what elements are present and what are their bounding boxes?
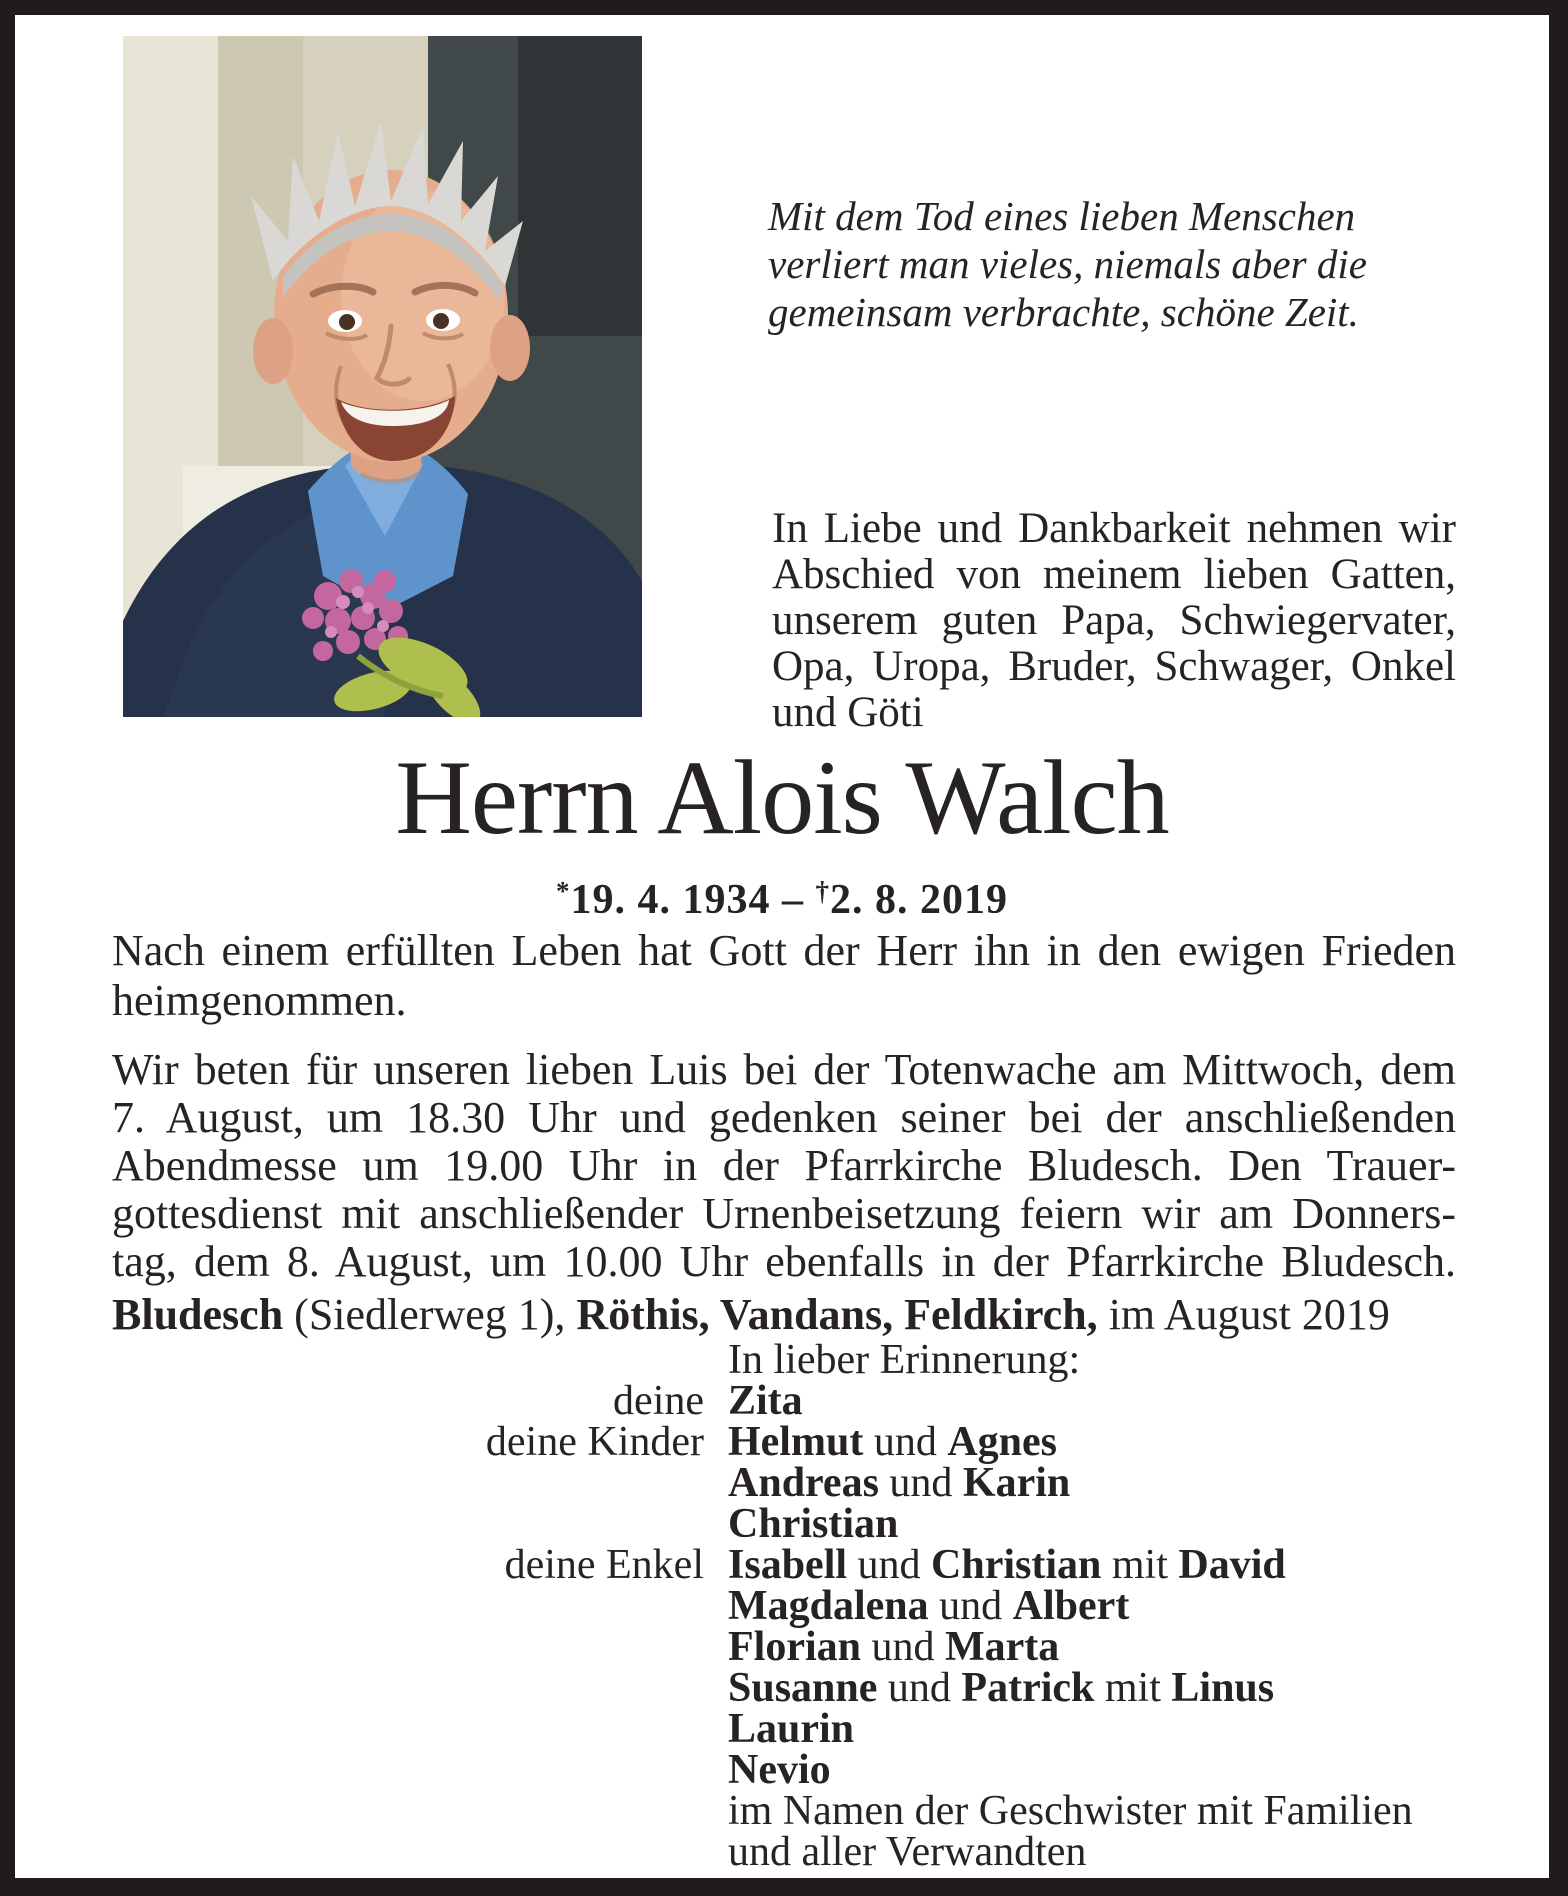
- mourners-row: [380, 1665, 1413, 1711]
- mourners-row-names: [728, 1419, 1057, 1465]
- mourners-row-label: [380, 1463, 728, 1504]
- mourner-name-segment: Albert: [1012, 1583, 1130, 1629]
- mourner-name-segment: Nevio: [728, 1747, 831, 1793]
- mourner-name-segment: Magdalena: [728, 1583, 929, 1629]
- service-details-paragraph: [112, 1046, 1456, 1286]
- intro-line: Opa, Uropa, Bruder, Schwager, Onkel: [772, 643, 1456, 690]
- date-separator: –: [770, 877, 816, 923]
- mourner-name-segment: Helmut: [728, 1419, 864, 1465]
- mourner-name-segment: Marta: [945, 1624, 1060, 1670]
- mourners-row-label: deine Enkel: [504, 1542, 704, 1588]
- memorial-quote: [768, 192, 1408, 336]
- mourners-row-names: [728, 1829, 1087, 1875]
- mourners-row-label: deine Kinder: [485, 1419, 704, 1465]
- places-date-segment: im August 2019: [1097, 1290, 1390, 1339]
- places-date-segment: (Siedlerweg 1),: [283, 1290, 577, 1339]
- mourner-name-segment: Christian: [931, 1542, 1102, 1588]
- places-date-segment: Röthis, Vandans, Feldkirch,: [576, 1290, 1098, 1339]
- mourners-row: [380, 1583, 1413, 1629]
- death-cross-symbol: †: [815, 876, 830, 906]
- mourners-row-label: [380, 1668, 728, 1709]
- mourner-name-segment: und: [863, 1419, 948, 1465]
- birth-star-symbol: *: [556, 876, 571, 906]
- mourner-name-segment: und: [877, 1665, 962, 1711]
- mourners-row-label: [380, 1340, 728, 1381]
- mourners-row-names: [728, 1706, 855, 1752]
- mourner-name-segment: Florian: [728, 1624, 861, 1670]
- mourners-row-names: [728, 1583, 1130, 1629]
- mourners-row-names: [728, 1624, 1060, 1670]
- paragraph-line: Abendmesse um 19.00 Uhr in der Pfarrkirche Bludesch. Den Trauer-: [112, 1141, 1456, 1190]
- birth-date: 19. 4. 1934: [570, 877, 771, 923]
- mourner-name-segment: im Namen der Geschwister mit Familien: [728, 1788, 1413, 1834]
- places-date-segment: Bludesch: [112, 1290, 284, 1339]
- mourner-name-segment: Linus: [1171, 1665, 1275, 1711]
- mourners-row-label: [380, 1791, 728, 1832]
- paragraph-line: gottesdienst mit anschließender Urnenbeisetzung feiern wir am Donners-: [112, 1189, 1456, 1238]
- mourners-list-header: [728, 1337, 1081, 1383]
- mourner-name-segment: David: [1178, 1542, 1286, 1588]
- mourners-row: [380, 1747, 1413, 1793]
- mourner-name-segment: Susanne: [728, 1665, 878, 1711]
- mourner-name-segment: und: [861, 1624, 945, 1670]
- mourners-row: [380, 1460, 1413, 1506]
- mourners-row-names: [728, 1501, 899, 1547]
- mourners-row: [380, 1419, 1413, 1465]
- paragraph-line: tag, dem 8. August, um 10.00 Uhr ebenfalls in der Pfarrkirche Bludesch.: [112, 1237, 1456, 1286]
- mourner-name-segment: Andreas: [728, 1460, 879, 1506]
- mourner-name-segment: und aller Verwandten: [728, 1829, 1087, 1875]
- mourner-name-segment: und: [847, 1542, 932, 1588]
- mourners-row-label: [380, 1504, 728, 1545]
- mourners-row-label: [380, 1709, 728, 1750]
- quote-line: verliert man vieles, niemals aber die: [768, 241, 1367, 287]
- mourner-name-segment: Isabell: [728, 1542, 848, 1588]
- death-date: 2. 8. 2019: [830, 877, 1008, 923]
- mourners-row-label: [380, 1832, 728, 1873]
- mourners-row: [380, 1542, 1413, 1588]
- mourners-list: [380, 1337, 1413, 1875]
- mourners-row-label: [380, 1627, 728, 1668]
- mourners-row-names: [728, 1788, 1413, 1834]
- quote-line: gemeinsam verbrachte, schöne Zeit.: [768, 289, 1359, 335]
- obituary-paragraph: [112, 926, 1456, 1026]
- mourners-row: [380, 1706, 1413, 1752]
- mourners-row-label: [380, 1586, 728, 1627]
- mourner-name-segment: mit: [1101, 1542, 1179, 1588]
- mourners-row: [380, 1788, 1413, 1834]
- mourner-name-segment: Zita: [728, 1378, 803, 1424]
- portrait-photo: [123, 36, 642, 717]
- mourner-name-segment: und: [878, 1460, 963, 1506]
- intro-line: Abschied von meinem lieben Gatten,: [772, 551, 1456, 598]
- paragraph-line: 7. August, um 18.30 Uhr und gedenken seiner bei der anschließenden: [112, 1093, 1456, 1142]
- paragraph-line: Wir beten für unseren lieben Luis bei der Totenwache am Mittwoch, dem: [112, 1045, 1456, 1094]
- mourner-name-segment: Laurin: [728, 1706, 855, 1752]
- mourners-row: [380, 1378, 1413, 1424]
- mourners-row: [380, 1624, 1413, 1670]
- paragraph-line: Nach einem erfüllten Leben hat Gott der Herr ihn in den ewigen Frieden: [112, 926, 1456, 975]
- mourners-row-label: deine: [613, 1378, 704, 1424]
- life-dates: [15, 876, 1549, 924]
- deceased-name: Herrn Alois Walch: [395, 739, 1169, 856]
- mourners-row-label: [380, 1750, 728, 1791]
- farewell-intro-text: [772, 506, 1456, 736]
- mourner-name-segment: und: [928, 1583, 1013, 1629]
- intro-line: In Liebe und Dankbarkeit nehmen wir: [772, 505, 1456, 552]
- mourner-name-segment: Christian: [728, 1501, 899, 1547]
- mourner-name-segment: In lieber Erinnerung:: [728, 1337, 1081, 1383]
- intro-line: unserem guten Papa, Schwiegervater,: [772, 597, 1456, 644]
- places-date-line: [112, 1290, 1390, 1340]
- mourner-name-segment: Karin: [962, 1460, 1071, 1506]
- mourner-name-segment: mit: [1094, 1665, 1172, 1711]
- mourner-name-segment: Patrick: [961, 1665, 1095, 1711]
- mourners-row: [380, 1501, 1413, 1547]
- mourners-row-names: [728, 1378, 803, 1424]
- portrait-illustration: [123, 36, 642, 717]
- mourners-row: [380, 1829, 1413, 1875]
- mourners-row-names: [728, 1665, 1275, 1711]
- quote-line: Mit dem Tod eines lieben Menschen: [768, 193, 1356, 239]
- mourner-name-segment: Agnes: [947, 1419, 1057, 1465]
- mourners-row-names: [728, 1542, 1286, 1588]
- paragraph-line: heimgenommen.: [112, 976, 407, 1025]
- mourners-row-names: [728, 1747, 831, 1793]
- mourners-row-names: [728, 1460, 1071, 1506]
- intro-line: und Göti: [772, 689, 924, 736]
- mourners-row: [380, 1337, 1413, 1383]
